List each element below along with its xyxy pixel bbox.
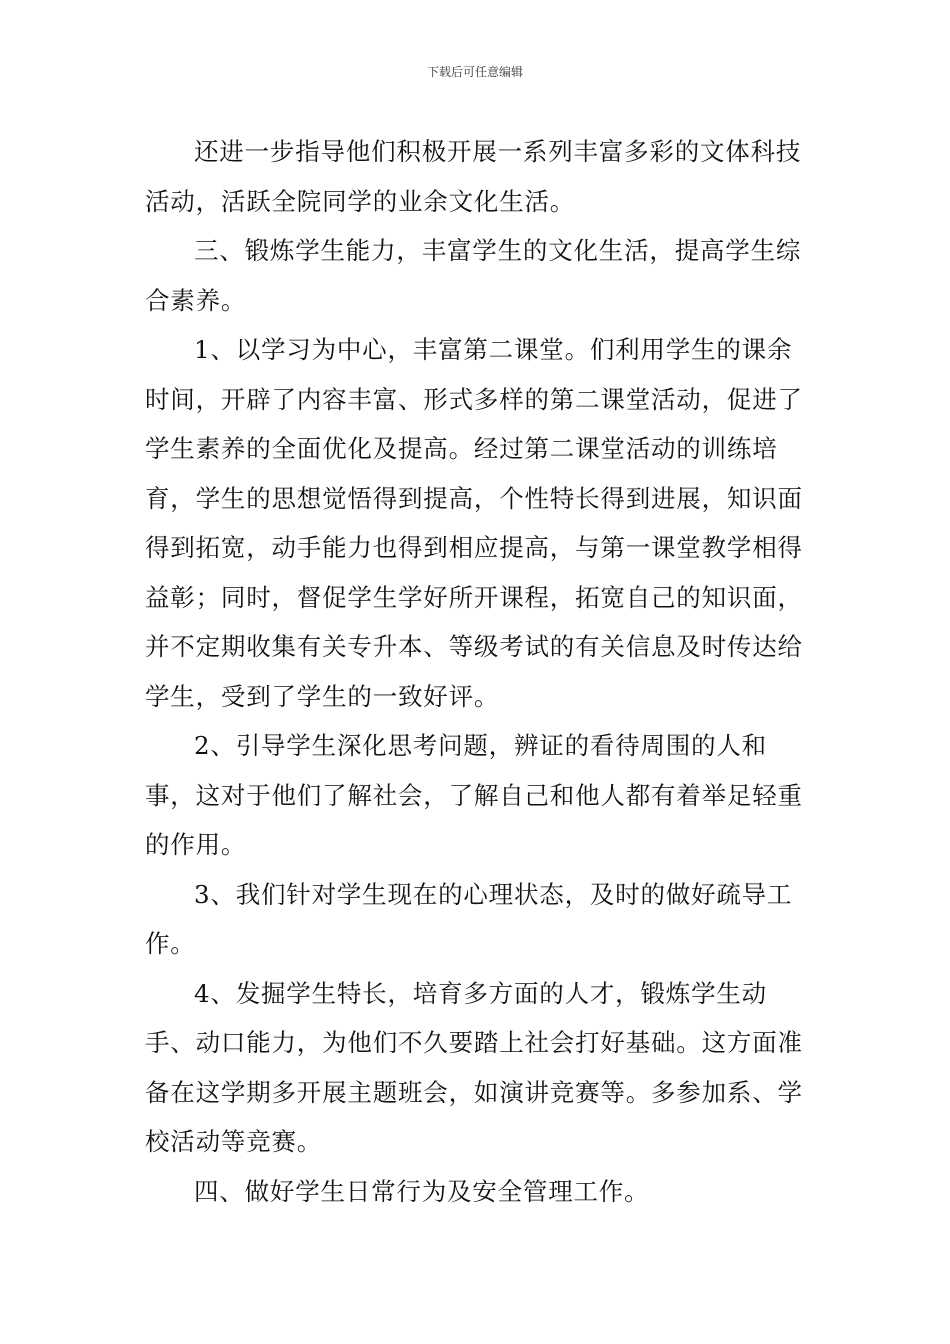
paragraph: 2、引导学生深化思考问题，辨证的看待周围的人和事，这对于他们了解社会，了解自己和他人都有着举足轻重的作用。 xyxy=(145,731,803,859)
document-body xyxy=(145,127,810,1216)
paragraph: 4、发掘学生特长，培育多方面的人才，锻炼学生动手、动口能力，为他们不久要踏上社会打好基础。这方面准备在这学期多开展主题班会，如演讲竞赛等。多参加系、学校活动等竞赛。 xyxy=(145,978,803,1156)
section-heading: 三、锻炼学生能力，丰富学生的文化生活，提高学生综合素养。 xyxy=(145,236,802,315)
paragraph: 3、我们针对学生现在的心理状态，及时的做好疏导工作。 xyxy=(145,879,793,958)
page-header: 下载后可任意编辑 xyxy=(426,65,523,79)
section-heading: 四、做好学生日常行为及安全管理工作。 xyxy=(194,1176,650,1206)
paragraph: 还进一步指导他们积极开展一系列丰富多彩的文体科技活动，活跃全院同学的业余文化生活。 xyxy=(145,137,802,216)
paragraph: 1、以学习为中心，丰富第二课堂。们利用学生的课余时间，开辟了内容丰富、形式多样的第二课堂活动，促进了学生素养的全面优化及提高。经过第二课堂活动的训练培育，学生的思想觉悟得到提高，个性特长得到进展，知识面得到拓宽，动手能力也得到相应提高，与第一课堂教学相得益彰；同时，督促学生学好所开课程，拓宽自己的知识面，并不定期收集有关专升本、等级考试的有关信息及时传达给学生，受到了学生的一致好评。 xyxy=(145,335,803,711)
